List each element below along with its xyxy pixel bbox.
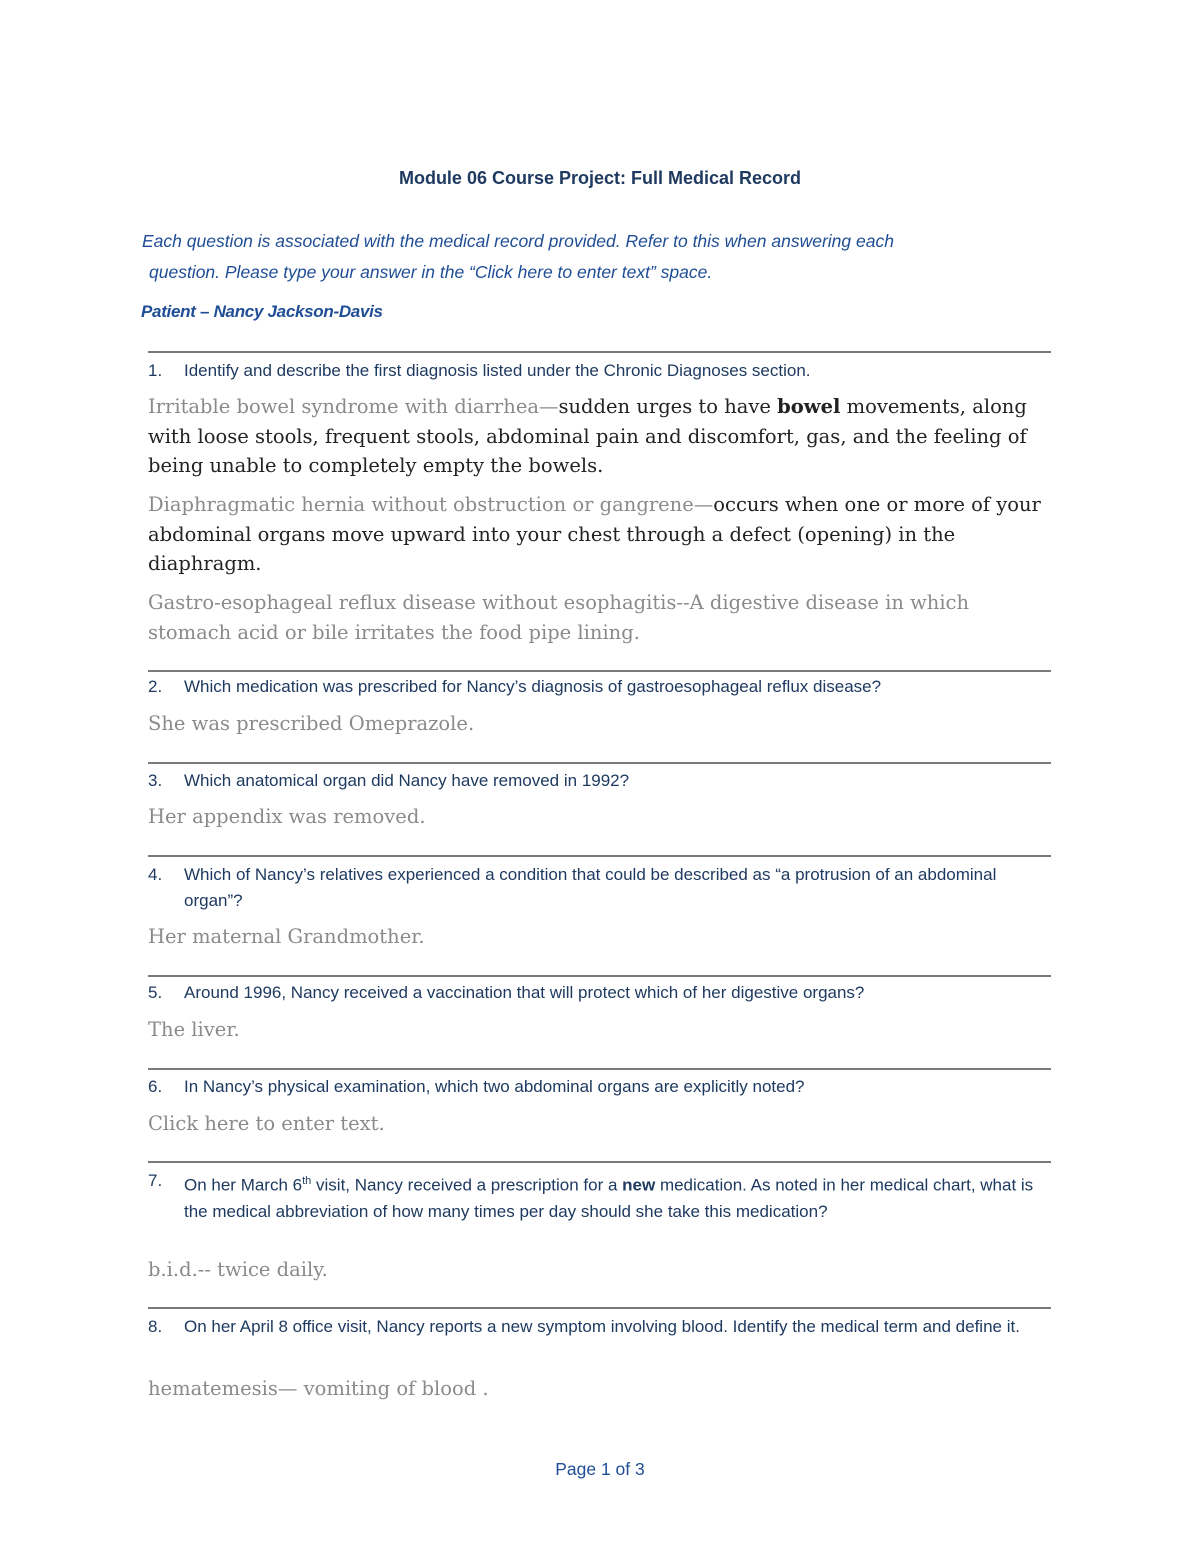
question-number: 1. bbox=[148, 361, 163, 380]
question-5 bbox=[148, 980, 1053, 1006]
answer-1-paragraph-1[interactable] bbox=[148, 392, 1053, 481]
question-number: 6. bbox=[148, 1077, 163, 1096]
page-number: Page 1 of 3 bbox=[555, 1459, 645, 1479]
question-number: 2. bbox=[148, 677, 163, 696]
answer-term: Irritable bowel syndrome with diarrhea— bbox=[148, 395, 559, 418]
divider bbox=[148, 1068, 1051, 1070]
answer-term: Diaphragmatic hernia without obstruction or gangrene— bbox=[148, 493, 714, 516]
question-2 bbox=[148, 674, 1053, 700]
instructions-line-1: Each question is associated with the medical record provided. Refer to this when answering each bbox=[142, 231, 894, 251]
answer-4[interactable]: Her maternal Grandmother. bbox=[148, 925, 425, 948]
ordinal-suffix: th bbox=[302, 1175, 312, 1187]
question-text: In Nancy’s physical examination, which two abdominal organs are explicitly noted? bbox=[184, 1077, 805, 1096]
question-number: 3. bbox=[148, 771, 163, 790]
question-8 bbox=[148, 1314, 1053, 1340]
question-text bbox=[148, 1168, 1053, 1225]
question-3 bbox=[148, 768, 1053, 794]
question-number: 4. bbox=[148, 865, 163, 884]
answer-1-paragraph-2[interactable] bbox=[148, 490, 1053, 579]
question-number: 8. bbox=[148, 1317, 163, 1336]
patient-name: Patient – Nancy Jackson-Davis bbox=[141, 302, 383, 321]
divider bbox=[148, 762, 1051, 764]
answer-2[interactable]: She was prescribed Omeprazole. bbox=[148, 712, 475, 735]
question-4 bbox=[148, 862, 1053, 914]
question-number: 5. bbox=[148, 983, 163, 1002]
instructions-line-2: question. Please type your answer in the “Click here to enter text” space. bbox=[149, 262, 713, 282]
answer-8[interactable]: hematemesis— vomiting of blood . bbox=[148, 1377, 489, 1400]
answer-7[interactable]: b.i.d.-- twice daily. bbox=[148, 1258, 328, 1281]
question-text: Which of Nancy’s relatives experienced a condition that could be described as “a protrusion of an abdominal organ”? bbox=[184, 865, 997, 910]
question-number: 7. bbox=[148, 1171, 163, 1190]
question-text-part: medication. As noted in her medical chart, what is the medical abbreviation of how many times per day should she take this medication? bbox=[184, 1175, 1034, 1221]
question-text: Around 1996, Nancy received a vaccination that will protect which of her digestive organs? bbox=[184, 983, 865, 1002]
question-7 bbox=[148, 1168, 1053, 1225]
answer-1-paragraph-3[interactable] bbox=[148, 588, 1053, 647]
question-text: On her April 8 office visit, Nancy reports a new symptom involving blood. Identify the medical term and define it. bbox=[184, 1317, 1020, 1336]
divider bbox=[148, 1161, 1051, 1163]
answer-definition: occurs when one or more of your abdominal organs move upward into your chest through a defect (opening) in the diaphragm. bbox=[148, 493, 1041, 575]
question-text-part: On her March 6 bbox=[184, 1175, 303, 1195]
answer-definition: sudden urges to have bbox=[558, 395, 778, 418]
divider bbox=[148, 975, 1051, 977]
divider bbox=[148, 351, 1051, 353]
page-title: Module 06 Course Project: Full Medical Record bbox=[398, 168, 802, 188]
question-text: Which medication was prescribed for Nancy’s diagnosis of gastroesophageal reflux disease? bbox=[184, 677, 882, 696]
answer-5[interactable]: The liver. bbox=[148, 1018, 240, 1041]
question-6 bbox=[148, 1074, 1053, 1100]
divider bbox=[148, 670, 1051, 672]
divider bbox=[148, 1307, 1051, 1309]
question-text: Which anatomical organ did Nancy have removed in 1992? bbox=[184, 771, 630, 790]
answer-definition-cont: movements, along with loose stools, frequent stools, abdominal pain and discomfort, gas, and the feeling of being unable to completely empty the bowels. bbox=[148, 395, 1027, 477]
instructions bbox=[142, 226, 1042, 288]
answer-6-placeholder[interactable]: Click here to enter text. bbox=[148, 1112, 385, 1135]
question-1 bbox=[148, 358, 1053, 384]
divider bbox=[148, 855, 1051, 857]
answer-term: Gastro-esophageal reflux disease without esophagitis--A digestive disease in which stomach acid or bile irritates the food pipe lining. bbox=[148, 591, 970, 644]
question-text: Identify and describe the first diagnosis listed under the Chronic Diagnoses section. bbox=[184, 361, 811, 380]
emphasized-word: new bbox=[622, 1175, 656, 1195]
answer-bold-word: bowel bbox=[777, 395, 841, 418]
question-text-part: visit, Nancy received a prescription for a bbox=[311, 1175, 623, 1195]
answer-3[interactable]: Her appendix was removed. bbox=[148, 805, 426, 828]
